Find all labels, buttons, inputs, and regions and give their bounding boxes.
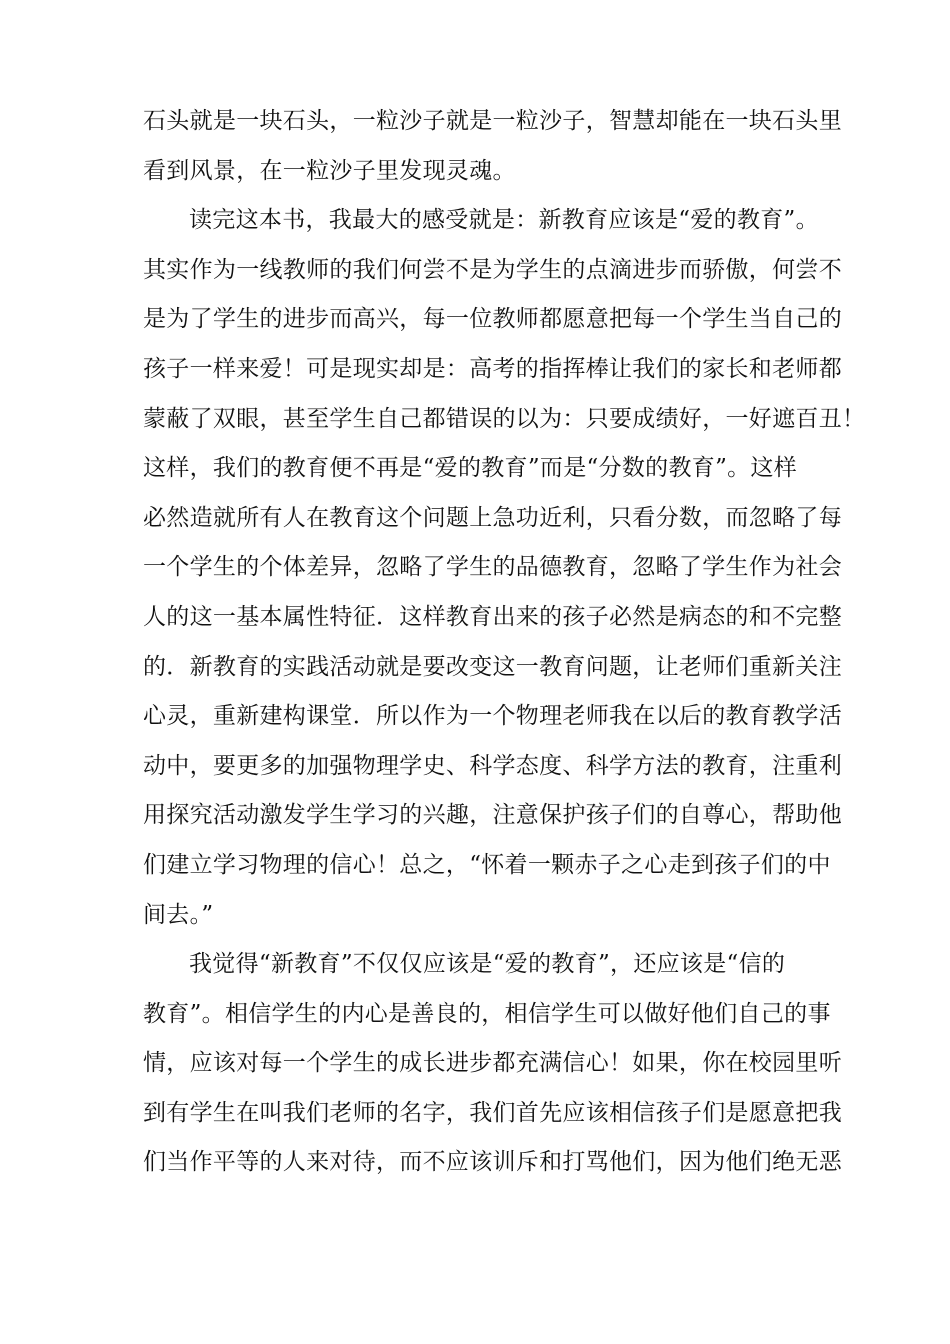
text-line: 心灵，重新建构课堂．所以作为一个物理老师我在以后的教育教学活 <box>143 703 842 730</box>
text-line: 到有学生在叫我们老师的名字，我们首先应该相信孩子们是愿意把我 <box>143 1099 842 1126</box>
text-line: 教育”。相信学生的内心是善良的，相信学生可以做好他们自己的事 <box>143 1000 831 1027</box>
text-line: 孩子一样来爱！可是现实却是：高考的指挥棒让我们的家长和老师都 <box>143 355 842 382</box>
text-line: 一个学生的个体差异，忽略了学生的品德教育，忽略了学生作为社会 <box>143 554 842 581</box>
text-line: 们当作平等的人来对待，而不应该训斥和打骂他们，因为他们绝无恶 <box>143 1149 842 1176</box>
paragraph-start-line: 读完这本书，我最大的感受就是：新教育应该是“爱的教育”。 <box>189 207 819 234</box>
text-line: 的．新教育的实践活动就是要改变这一教育问题，让老师们重新关注 <box>143 653 842 680</box>
text-line: 蒙蔽了双眼，甚至学生自己都错误的以为：只要成绩好，一好遮百丑！ <box>143 405 866 432</box>
text-line: 情，应该对每一个学生的成长进步都充满信心！如果，你在校园里听 <box>143 1050 842 1077</box>
text-line: 们建立学习物理的信心！总之，“怀着一颗赤子之心走到孩子们的中 <box>143 851 831 878</box>
paragraph-start-line: 我觉得“新教育”不仅仅应该是“爱的教育”，还应该是“信的 <box>189 951 786 978</box>
text-line: 必然造就所有人在教育这个问题上急功近利，只看分数，而忽略了每 <box>143 504 842 531</box>
text-line: 动中，要更多的加强物理学史、科学态度、科学方法的教育，注重利 <box>143 752 842 779</box>
text-line: 间去。” <box>143 901 214 928</box>
text-line: 看到风景，在一粒沙子里发现灵魂。 <box>143 157 516 184</box>
text-line: 石头就是一块石头，一粒沙子就是一粒沙子，智慧却能在一块石头里 <box>143 108 842 134</box>
text-line: 这样，我们的教育便不再是“爱的教育”而是“分数的教育”。这样 <box>143 455 798 482</box>
text-line: 人的这一基本属性特征．这样教育出来的孩子必然是病态的和不完整 <box>143 603 842 630</box>
body-text <box>143 97 866 1188</box>
text-line: 用探究活动激发学生学习的兴趣，注意保护孩子们的自尊心，帮助他 <box>143 802 842 829</box>
text-line: 其实作为一线教师的我们何尝不是为学生的点滴进步而骄傲，何尝不 <box>143 256 842 283</box>
text-line: 是为了学生的进步而高兴，每一位教师都愿意把每一个学生当自己的 <box>143 306 842 333</box>
